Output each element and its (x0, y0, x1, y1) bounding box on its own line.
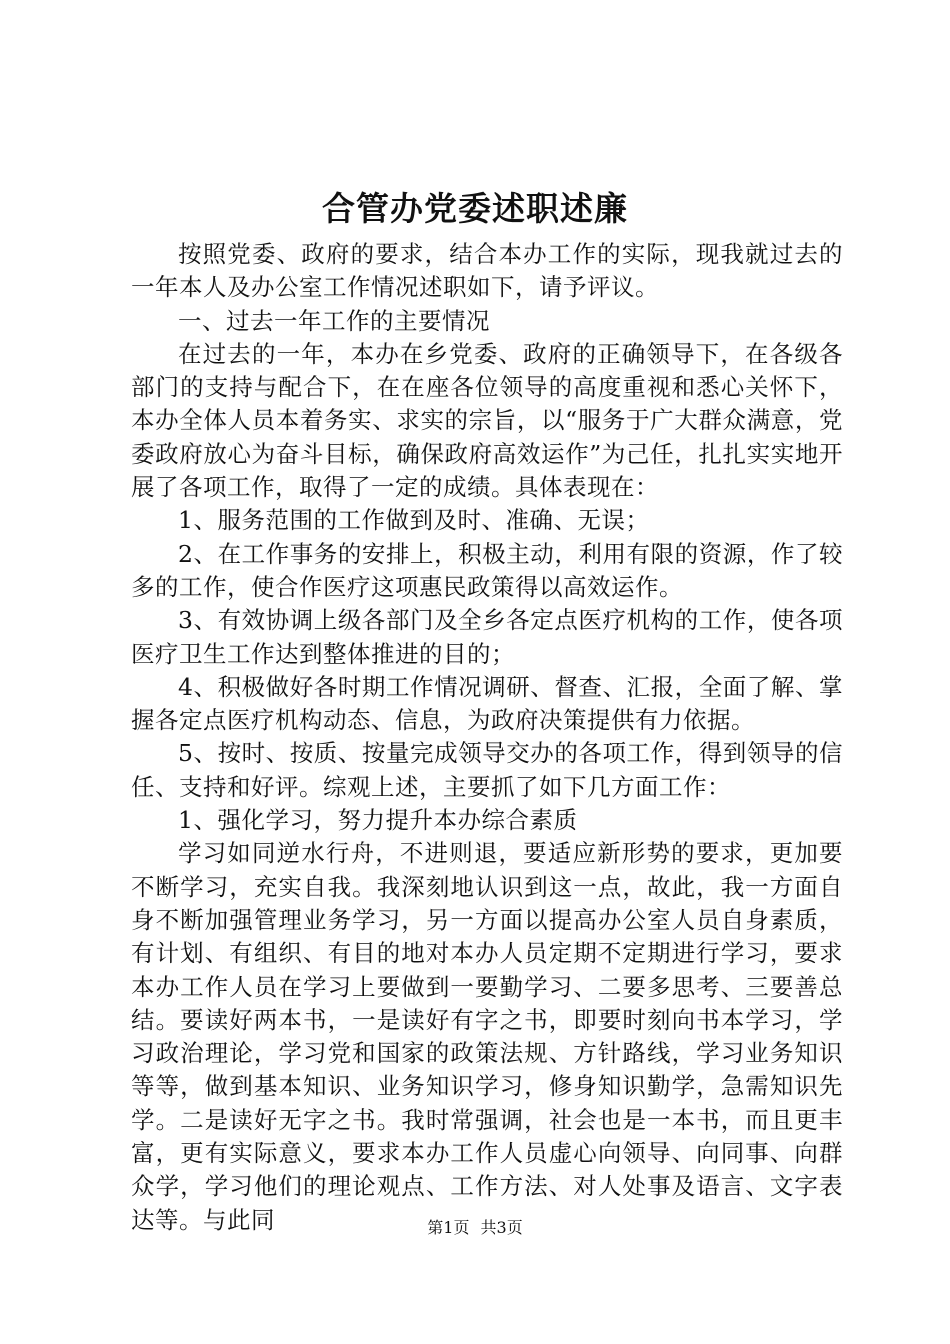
document-title: 合管办党委述职述廉 (322, 189, 628, 228)
paragraph-intro: 按照党委、政府的要求，结合本办工作的实际，现我就过去的一年本人及办公室工作情况述职如下，请予评议。 (131, 240, 843, 302)
document-body (131, 238, 843, 1237)
subsection-heading-1: 1、强化学习，努力提升本办综合素质 (178, 806, 578, 835)
page-footer (0, 1217, 950, 1239)
list-item-4: 4、积极做好各时期工作情况调研、督查、汇报，全面了解、掌握各定点医疗机构动态、信息，为政府决策提供有力依据。 (131, 672, 843, 735)
page-number: 第1页 (427, 1218, 470, 1237)
list-item-2: 2、在工作事务的安排上，积极主动，利用有限的资源，作了较多的工作，使合作医疗这项惠民政策得以高效运作。 (131, 539, 843, 601)
list-item-5: 5、按时、按质、按量完成领导交办的各项工作，得到领导的信任、支持和好评。综观上述，主要抓了如下几方面工作： (131, 739, 843, 801)
list-item-3: 3、有效协调上级各部门及全乡各定点医疗机构的工作，使各项医疗卫生工作达到整体推进的目的； (131, 606, 843, 668)
section-heading-1: 一、过去一年工作的主要情况 (178, 306, 490, 335)
list-item-1: 1、服务范围的工作做到及时、准确、无误； (178, 506, 650, 535)
paragraph-overview: 在过去的一年，本办在乡党委、政府的正确领导下，在各级各部门的支持与配合下，在在座各位领导的高度重视和悉心关怀下，本办全体人员本着务实、求实的宗旨，以“服务于广大群众满意，党委政府放心为奋斗目标，确保政府高效运作”为己任，扎扎实实地开展了各项工作，取得了一定的成绩。具体表现在： (131, 339, 843, 502)
page-total: 共3页 (480, 1218, 523, 1237)
paragraph-study: 学习如同逆水行舟，不进则退，要适应新形势的要求，更加要不断学习，充实自我。我深刻地认识到这一点，故此，我一方面自身不断加强管理业务学习，另一方面以提高办公室人员自身素质，有计划、有组织、有目的地对本办人员定期不定期进行学习，要求本办工作人员在学习上要做到一要勤学习、二要多思考、三要善总结。要读好两本书，一是读好有字之书，即要时刻向书本学习，学习政治理论，学习党和国家的政策法规、方针路线，学习业务知识等等，做到基本知识、业务知识学习，修身知识勤学，急需知识先学。二是读好无字之书。我时常强调，社会也是一本书，而且更丰富，更有实际意义，要求本办工作人员虚心向领导、向同事、向群众学，学习他们的理论观点、工作方法、对人处事及语言、文字表达等。与此同 (131, 839, 843, 1234)
